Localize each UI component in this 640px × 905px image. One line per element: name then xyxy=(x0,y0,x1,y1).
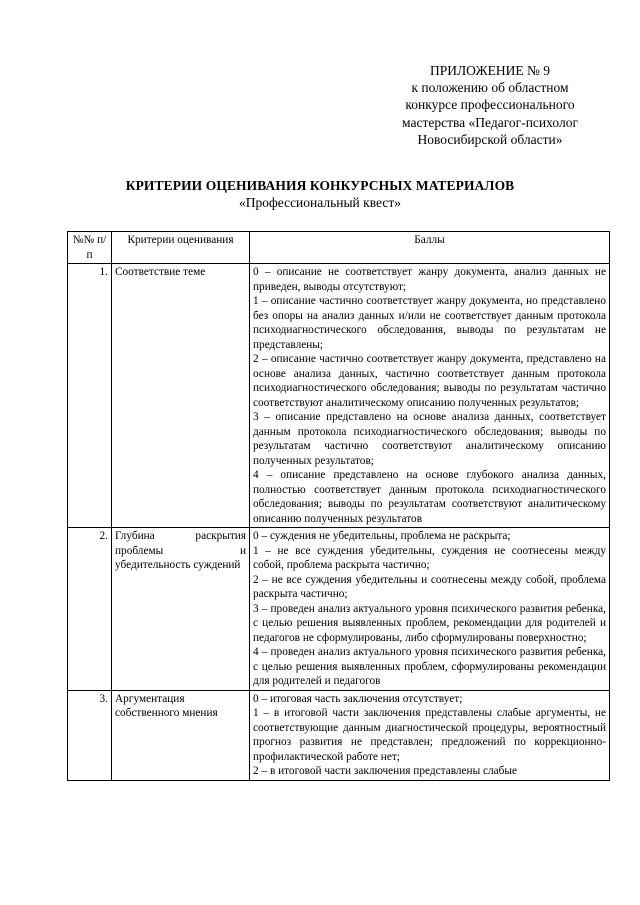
score-item: 1 – не все суждения убедительны, суждения не соотнесены между собой, проблема раскрыта частично; xyxy=(253,544,606,571)
header-scores: Баллы xyxy=(250,232,610,264)
score-item: 3 – описание представлено на основе анализа данных, соответствует данным протокола психодиагностического обследования; выводы по результатам частично соответствуют аналитическому описанию полученных результатов; xyxy=(253,411,606,467)
table-header-row xyxy=(68,232,610,264)
score-item: 1 – в итоговой части заключения представлены слабые аргументы, не соответствующие данным диагностической процедуры, вероятностный прогноз развития не представлен; предложений по коррекционно-профилактической работе нет; xyxy=(253,707,606,763)
row-number: 2. xyxy=(68,528,112,691)
table-row xyxy=(68,690,610,780)
appendix-line: конкурсе профессионального xyxy=(405,97,575,113)
score-item: 4 – описание представлено на основе глубокого анализа данных, полностью соответствует данным протокола психодиагностического обследования; выводы по результатам соответствуют аналитическому описанию полученных результатов xyxy=(253,469,606,525)
score-descriptions xyxy=(250,690,610,780)
score-item: 1 – описание частично соответствует жанру документа, но представлено без опоры на анализ данных и/или не соответствует данным протокола психодиагностического обследования, выводы по результатам не представлены; xyxy=(253,295,606,351)
criterion-name: Аргументация собственного мнения xyxy=(112,690,250,780)
score-item: 3 – проведен анализ актуального уровня психического развития ребенка, с целью решения выявленных проблем, рекомендации для родителей и педагогов не сформулированы, либо сформулированы поверхностно; xyxy=(253,602,606,644)
document-title: КРИТЕРИИ ОЦЕНИВАНИЯ КОНКУРСНЫХ МАТЕРИАЛОВ xyxy=(125,178,515,193)
appendix-line: ПРИЛОЖЕНИЕ № 9 xyxy=(429,63,551,78)
criterion-name: Соответствие теме xyxy=(112,264,250,528)
appendix-line: к положению об областном xyxy=(411,80,569,96)
header-number: №№ п/п xyxy=(68,232,112,264)
document-subtitle: «Профессиональный квест» xyxy=(239,195,401,210)
appendix-line: Новосибирской области» xyxy=(417,131,563,147)
score-item: 2 – не все суждения убедительны и соотнесены между собой, проблема раскрыта частично; xyxy=(253,573,606,600)
appendix-line: мастерства «Педагог-психолог xyxy=(402,114,578,130)
score-item: 0 – суждения не убедительны, проблема не раскрыта; xyxy=(253,530,511,542)
criteria-table xyxy=(67,231,610,781)
score-item: 4 – проведен анализ актуального уровня психического развития ребенка, с целью решения выявленных проблем, сформулированы рекомендации для родителей и педагогов xyxy=(253,646,606,687)
table-row xyxy=(68,528,610,691)
score-item: 2 – описание частично соответствует жанру документа, представлено на основе анализа данных, частично соответствует данным протокола психодиагностического обследования; выводы по результатам частично соответствуют аналитическому описанию полученных результатов; xyxy=(253,353,606,409)
score-item: 0 – описание не соответствует жанру документа, анализ данных не приведен, выводы отсутствуют; xyxy=(253,266,606,293)
table-row xyxy=(68,264,610,528)
appendix-header xyxy=(380,62,600,148)
score-item: 2 – в итоговой части заключения представлены слабые xyxy=(253,765,518,777)
header-criterion: Критерии оценивания xyxy=(112,232,250,264)
score-descriptions xyxy=(250,264,610,528)
score-descriptions xyxy=(250,528,610,691)
row-number: 3. xyxy=(68,690,112,780)
score-item: 0 – итоговая часть заключения отсутствует; xyxy=(253,692,463,705)
criterion-name: Глубина раскрытия проблемы и убедительность суждений xyxy=(112,528,250,691)
row-number: 1. xyxy=(68,264,112,528)
